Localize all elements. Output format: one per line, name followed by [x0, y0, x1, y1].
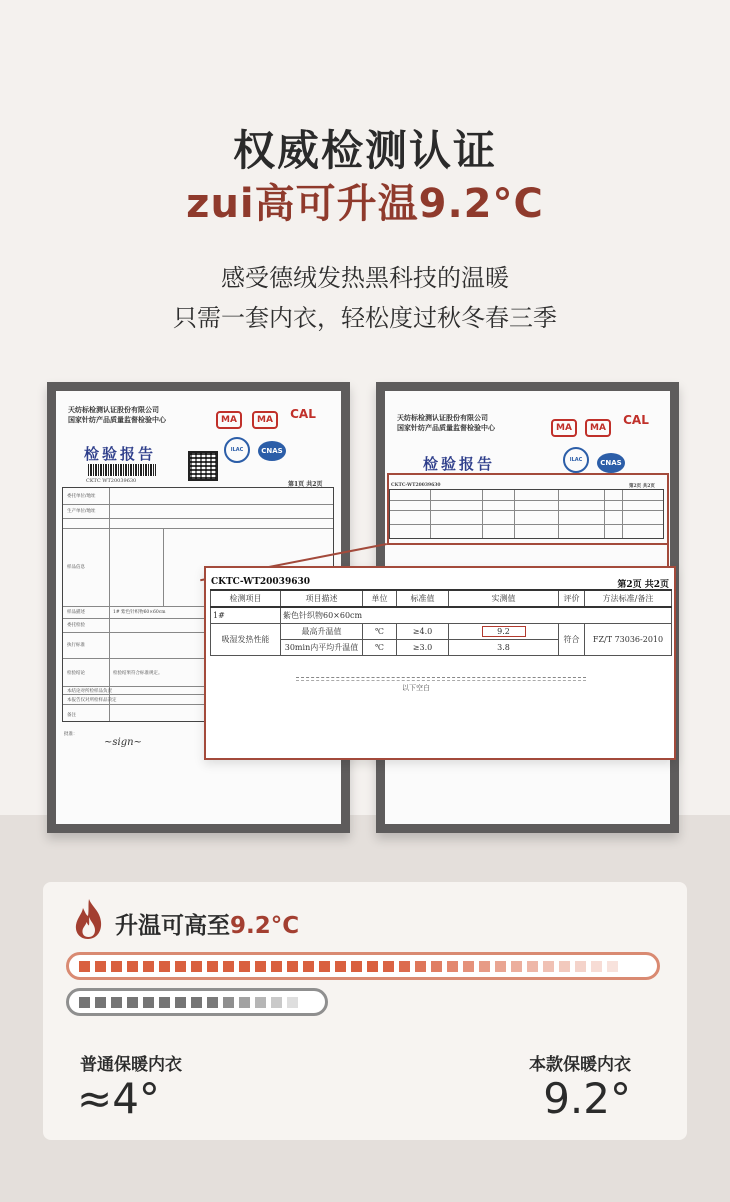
table-header: 标准值 — [397, 590, 449, 607]
comparison-card — [43, 882, 687, 1140]
signature-label: 批准： — [64, 732, 78, 737]
bar-segment — [175, 961, 186, 972]
cma-logo-icon: MA — [252, 411, 278, 429]
report-row-label: 委托单位/地址 — [67, 494, 96, 499]
bar-segment — [287, 961, 298, 972]
bar-segment — [207, 961, 218, 972]
qr-code-icon — [188, 451, 218, 481]
zoom-page-number: 第2页 共2页 — [617, 580, 669, 590]
flame-icon — [73, 898, 105, 940]
table-row — [211, 607, 672, 623]
bar-segment — [495, 961, 506, 972]
zoom-report-code: CKTC-WT20039630 — [211, 577, 310, 587]
bar-segment — [575, 961, 586, 972]
page-subtitle: zui高可升温9.2°C — [186, 181, 544, 227]
bar-segment — [399, 961, 410, 972]
bar-segment — [303, 961, 314, 972]
bar-segment — [271, 997, 282, 1008]
cal-logo-icon: CAL — [290, 407, 316, 421]
report-page-number: 第2页 共2页 — [629, 484, 655, 489]
report-row-label: 委托检验 — [67, 623, 85, 628]
bar-segment — [367, 961, 378, 972]
test-unit: ℃ — [363, 639, 397, 655]
bar-segment — [511, 961, 522, 972]
test-item: 吸湿发热性能 — [211, 623, 281, 655]
test-standard: ≥3.0 — [397, 639, 449, 655]
report-row-label: 生产单位/地址 — [67, 509, 96, 514]
report-page-number: 第1页 共2页 — [288, 481, 323, 488]
barcode-number: CKTC WT20039630 — [86, 478, 137, 484]
bar-segment — [143, 997, 154, 1008]
bar-segment — [447, 961, 458, 972]
bar-segment — [415, 961, 426, 972]
report-row-label: 样品描述 — [67, 610, 85, 615]
cma-logo-icon: MA — [551, 419, 577, 437]
table-row — [211, 623, 672, 639]
bar-segment — [223, 961, 234, 972]
bar-segment — [127, 961, 138, 972]
report-company-line-1: 天纺标检测认证股份有限公司 — [68, 405, 159, 414]
bar-segment — [255, 961, 266, 972]
report-row-label: 本结论对所检样品负责 — [67, 689, 112, 694]
sample-number: 1# — [211, 607, 281, 623]
table-header: 评价 — [559, 590, 585, 607]
bar-segment — [95, 997, 106, 1008]
test-unit: ℃ — [363, 623, 397, 639]
new-product-heat-bar — [66, 952, 660, 980]
bar-segment — [175, 997, 186, 1008]
test-item-desc: 最高升温值 — [281, 623, 363, 639]
page-title: 权威检测认证 — [232, 126, 497, 175]
table-end-note: 以下空白 — [402, 684, 430, 692]
bar-segment — [127, 997, 138, 1008]
cma-logo-icon: MA — [585, 419, 611, 437]
bar-segment — [111, 961, 122, 972]
report-title: 检验报告 — [84, 445, 157, 463]
ordinary-product-value: ≈4° — [77, 1074, 160, 1123]
bar-segment — [271, 961, 282, 972]
report-row-label: 样品信息 — [67, 565, 85, 570]
bar-segment — [223, 997, 234, 1008]
bar-segment — [543, 961, 554, 972]
bar-segment — [383, 961, 394, 972]
report-sample-desc: 1# 紫色针织物60×60cm — [113, 610, 166, 615]
test-item-desc: 30min内平均升温值 — [281, 639, 363, 655]
bar-segment — [607, 961, 618, 972]
bar-segment — [479, 961, 490, 972]
bar-segment — [239, 997, 250, 1008]
sample-description: 紫色针织物60×60cm — [281, 607, 672, 623]
bar-segment — [431, 961, 442, 972]
table-header: 实测值 — [449, 590, 559, 607]
table-header: 方法标准/备注 — [585, 590, 672, 607]
ordinary-product-heat-bar — [66, 988, 328, 1016]
table-highlight-box — [387, 473, 669, 545]
zoomed-test-table — [204, 566, 676, 760]
cnas-logo-icon: CNAS — [597, 453, 625, 473]
bar-segment — [255, 997, 266, 1008]
bar-segment — [319, 961, 330, 972]
report-row-label: 备注 — [67, 713, 76, 718]
bar-segment — [239, 961, 250, 972]
bar-segment — [159, 997, 170, 1008]
test-measured-cell — [449, 623, 559, 639]
report-company-line-2: 国家针纺产品质量监督检验中心 — [397, 423, 495, 432]
barcode — [88, 464, 156, 476]
description-line-2: 只需一套内衣，轻松度过秋冬春三季 — [173, 304, 557, 332]
report-row-label: 检验结论 — [67, 671, 85, 676]
report-company-line-1: 天纺标检测认证股份有限公司 — [397, 413, 488, 422]
test-evaluation: 符合 — [559, 623, 585, 655]
table-end-line — [296, 677, 586, 678]
bar-segment — [159, 961, 170, 972]
table-end-line — [296, 680, 586, 681]
comparison-headline — [115, 907, 299, 940]
bar-segment — [79, 961, 90, 972]
report-code: CKTC-WT20039630 — [391, 483, 441, 488]
cnas-logo-icon: CNAS — [258, 441, 286, 461]
cma-logo-icon: MA — [216, 411, 242, 429]
table-header: 检测项目 — [211, 590, 281, 607]
test-method: FZ/T 73036-2010 — [585, 623, 672, 655]
bar-segment — [79, 997, 90, 1008]
report-row-label: 本报告仅对所检样品决定 — [67, 698, 117, 703]
callout-connector-line — [667, 545, 669, 567]
ilac-logo-icon: ILAC — [563, 447, 589, 473]
new-product-value: 9.2° — [543, 1074, 631, 1123]
bar-segment — [527, 961, 538, 972]
description-line-1: 感受德绒发热黑科技的温暖 — [221, 264, 509, 292]
table-header: 单位 — [363, 590, 397, 607]
bar-segment — [559, 961, 570, 972]
table-header-row — [211, 590, 672, 607]
bar-segment — [111, 997, 122, 1008]
bar-segment — [207, 997, 218, 1008]
bar-segment — [335, 961, 346, 972]
ilac-logo-icon: ILAC — [224, 437, 250, 463]
new-product-label: 本款保暖内衣 — [529, 1055, 631, 1075]
bar-segment — [143, 961, 154, 972]
bar-segment — [591, 961, 602, 972]
report-company-line-2: 国家针纺产品质量监督检验中心 — [68, 415, 166, 424]
bar-segment — [287, 997, 298, 1008]
test-results-table — [210, 589, 672, 656]
handwritten-signature: ~sign~ — [104, 737, 142, 748]
test-standard: ≥4.0 — [397, 623, 449, 639]
test-measured: 3.8 — [449, 639, 559, 655]
measured-highlight-value: 9.2 — [482, 626, 526, 637]
table-header: 项目描述 — [281, 590, 363, 607]
report-row-label: 执行标准 — [67, 643, 85, 648]
bar-segment — [351, 961, 362, 972]
comparison-headline-text: 升温可高至 — [115, 913, 230, 939]
cal-logo-icon: CAL — [623, 413, 649, 427]
bar-segment — [95, 961, 106, 972]
report-title: 检验报告 — [423, 455, 496, 473]
ordinary-product-label: 普通保暖内衣 — [80, 1055, 182, 1075]
bar-segment — [463, 961, 474, 972]
report-conclusion: 检验结果符合标准规定。 — [113, 671, 163, 676]
bar-segment — [191, 997, 202, 1008]
comparison-headline-value: 9.2°C — [230, 913, 300, 939]
bar-segment — [191, 961, 202, 972]
